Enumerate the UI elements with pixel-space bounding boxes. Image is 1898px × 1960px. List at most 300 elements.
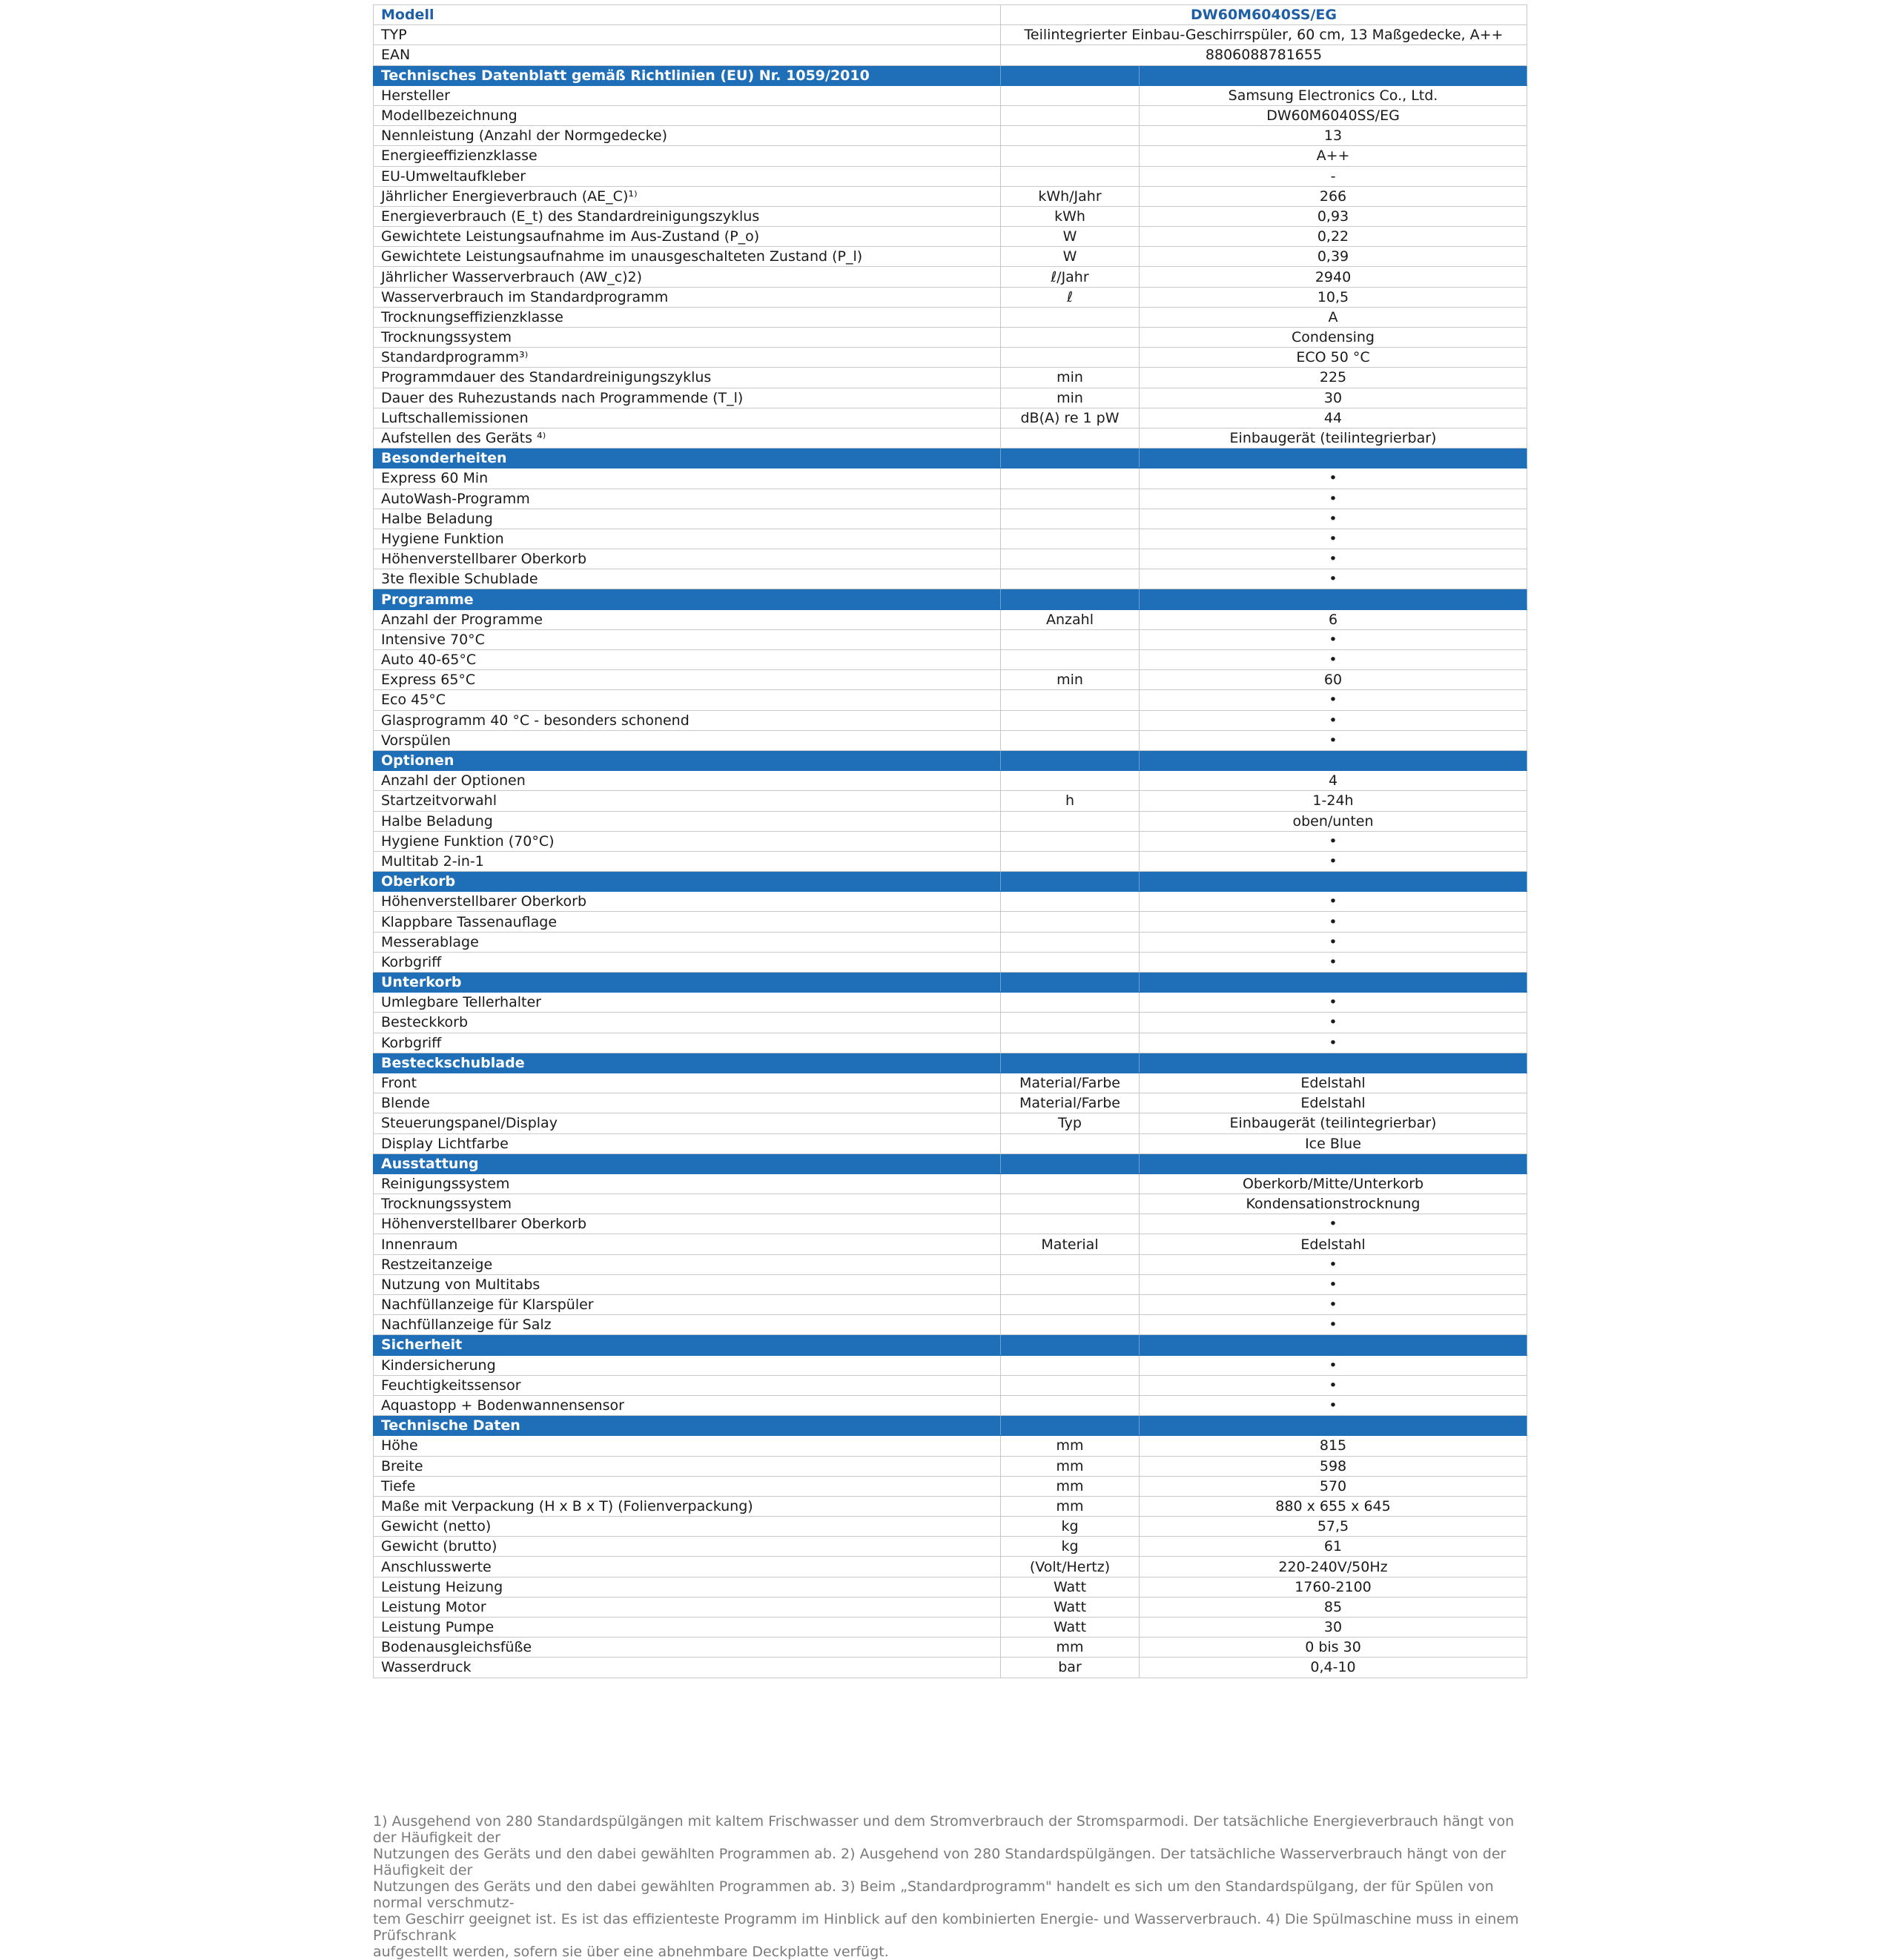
- spec-unit: [1001, 1133, 1140, 1153]
- ean-row: [374, 45, 1527, 65]
- spec-row: [374, 1113, 1527, 1133]
- spec-label: Anzahl der Optionen: [374, 771, 1001, 791]
- spec-value: •: [1140, 1033, 1527, 1053]
- spec-unit: [1001, 851, 1140, 871]
- spec-label: Restzeitanzeige: [374, 1254, 1001, 1274]
- spec-unit: [1001, 629, 1140, 649]
- spec-row: [374, 489, 1527, 509]
- spec-value: •: [1140, 952, 1527, 972]
- spec-value: 598: [1140, 1456, 1527, 1476]
- spec-value: •: [1140, 1375, 1527, 1395]
- spec-row: [374, 892, 1527, 912]
- spec-unit: kg: [1001, 1517, 1140, 1537]
- spec-label: Nutzung von Multitabs: [374, 1274, 1001, 1294]
- spec-value: Edelstahl: [1140, 1093, 1527, 1113]
- spec-row: [374, 287, 1527, 307]
- spec-row: [374, 569, 1527, 589]
- section-header-cell: [1140, 1053, 1527, 1073]
- spec-unit: [1001, 1315, 1140, 1335]
- spec-row: [374, 307, 1527, 327]
- spec-row: [374, 388, 1527, 408]
- spec-row: [374, 1133, 1527, 1153]
- spec-label: Aquastopp + Bodenwannensensor: [374, 1395, 1001, 1415]
- spec-row: [374, 227, 1527, 247]
- spec-row: [374, 993, 1527, 1013]
- spec-label: Höhenverstellbarer Oberkorb: [374, 549, 1001, 569]
- spec-value: 815: [1140, 1436, 1527, 1456]
- spec-value: •: [1140, 710, 1527, 730]
- spec-unit: [1001, 1375, 1140, 1395]
- section-header: [374, 750, 1527, 770]
- section-header-cell: [1001, 448, 1140, 469]
- spec-row: [374, 85, 1527, 105]
- spec-value: 0 bis 30: [1140, 1638, 1527, 1658]
- section-header-cell: [1140, 589, 1527, 609]
- spec-value: 44: [1140, 408, 1527, 428]
- spec-unit: kWh/Jahr: [1001, 186, 1140, 206]
- spec-row: [374, 690, 1527, 710]
- spec-unit: min: [1001, 368, 1140, 388]
- spec-value: •: [1140, 993, 1527, 1013]
- spec-label: Tiefe: [374, 1476, 1001, 1496]
- spec-unit: [1001, 1254, 1140, 1274]
- spec-value: 30: [1140, 388, 1527, 408]
- spec-value: Edelstahl: [1140, 1234, 1527, 1254]
- spec-row: [374, 1214, 1527, 1234]
- spec-value: •: [1140, 1254, 1527, 1274]
- spec-row: [374, 629, 1527, 649]
- spec-unit: [1001, 932, 1140, 952]
- section-header-cell: [1140, 1335, 1527, 1355]
- spec-row: [374, 1073, 1527, 1093]
- spec-row: [374, 1375, 1527, 1395]
- spec-value: •: [1140, 650, 1527, 670]
- spec-value: 13: [1140, 126, 1527, 146]
- spec-label: Jährlicher Energieverbrauch (AE_C)¹⁾: [374, 186, 1001, 206]
- spec-unit: [1001, 549, 1140, 569]
- spec-row: [374, 831, 1527, 851]
- spec-label: 3te flexible Schublade: [374, 569, 1001, 589]
- spec-unit: [1001, 307, 1140, 327]
- typ-value: Teilintegrierter Einbau-Geschirrspüler, 60 cm, 13 Maßgedecke, A++: [1001, 25, 1527, 45]
- spec-row: [374, 1315, 1527, 1335]
- spec-row: [374, 348, 1527, 368]
- spec-row: [374, 146, 1527, 166]
- spec-unit: [1001, 166, 1140, 186]
- spec-label: Dauer des Ruhezustands nach Programmende (T_l): [374, 388, 1001, 408]
- spec-label: EU-Umweltaufkleber: [374, 166, 1001, 186]
- spec-value: •: [1140, 932, 1527, 952]
- spec-value: •: [1140, 529, 1527, 549]
- spec-value: •: [1140, 549, 1527, 569]
- ean-label: EAN: [374, 45, 1001, 65]
- ean-value: 8806088781655: [1001, 45, 1527, 65]
- spec-label: Halbe Beladung: [374, 509, 1001, 529]
- spec-label: Hersteller: [374, 85, 1001, 105]
- spec-row: [374, 1355, 1527, 1375]
- spec-unit: min: [1001, 388, 1140, 408]
- spec-label: Gewichtete Leistungsaufnahme im Aus-Zustand (P_o): [374, 227, 1001, 247]
- spec-unit: [1001, 328, 1140, 348]
- spec-unit: [1001, 529, 1140, 549]
- spec-unit: ℓ: [1001, 287, 1140, 307]
- spec-value: 57,5: [1140, 1517, 1527, 1537]
- spec-label: Leistung Motor: [374, 1597, 1001, 1617]
- spec-unit: h: [1001, 791, 1140, 811]
- spec-unit: [1001, 509, 1140, 529]
- spec-unit: Watt: [1001, 1597, 1140, 1617]
- spec-label: AutoWash-Programm: [374, 489, 1001, 509]
- spec-unit: [1001, 105, 1140, 125]
- spec-value: 6: [1140, 609, 1527, 629]
- spec-unit: [1001, 1295, 1140, 1315]
- spec-label: Energieverbrauch (E_t) des Standardreinigungszyklus: [374, 206, 1001, 226]
- spec-label: Höhenverstellbarer Oberkorb: [374, 892, 1001, 912]
- spec-unit: [1001, 469, 1140, 489]
- spec-label: Multitab 2-in-1: [374, 851, 1001, 871]
- spec-row: [374, 1597, 1527, 1617]
- spec-label: Auto 40-65°C: [374, 650, 1001, 670]
- footnote-line: aufgestellt werden, sofern sie über eine abnehmbare Deckplatte verfügt.: [373, 1944, 889, 1960]
- section-header: [374, 1416, 1527, 1436]
- spec-value: Edelstahl: [1140, 1073, 1527, 1093]
- section-header: [374, 872, 1527, 892]
- section-header-cell: [1001, 589, 1140, 609]
- spec-value: •: [1140, 1315, 1527, 1335]
- footnote-line: 1) Ausgehend von 280 Standardspülgängen mit kaltem Frischwasser und dem Stromverbrauch der Stromsparmodi. Der tatsächliche Energieverbrauch hängt von der Häufigkeit der: [373, 1813, 1515, 1846]
- spec-unit: [1001, 146, 1140, 166]
- spec-row: [374, 1194, 1527, 1214]
- spec-row: [374, 509, 1527, 529]
- spec-value: 0,22: [1140, 227, 1527, 247]
- spec-row: [374, 1173, 1527, 1193]
- spec-value: A++: [1140, 146, 1527, 166]
- section-header-cell: [1140, 973, 1527, 993]
- spec-unit: [1001, 85, 1140, 105]
- spec-label: Steuerungspanel/Display: [374, 1113, 1001, 1133]
- spec-label: Blende: [374, 1093, 1001, 1113]
- spec-row: [374, 912, 1527, 932]
- spec-unit: [1001, 348, 1140, 368]
- spec-unit: Anzahl: [1001, 609, 1140, 629]
- section-header-cell: [1140, 448, 1527, 469]
- spec-unit: mm: [1001, 1456, 1140, 1476]
- spec-value: ECO 50 °C: [1140, 348, 1527, 368]
- section-header: [374, 448, 1527, 469]
- spec-unit: mm: [1001, 1436, 1140, 1456]
- spec-value: 4: [1140, 771, 1527, 791]
- section-header-cell: [1140, 872, 1527, 892]
- spec-label: Bodenausgleichsfüße: [374, 1638, 1001, 1658]
- section-title: Technisches Datenblatt gemäß Richtlinien (EU) Nr. 1059/2010: [374, 65, 1001, 85]
- section-title: Ausstattung: [374, 1153, 1001, 1173]
- spec-label: Klappbare Tassenauflage: [374, 912, 1001, 932]
- spec-row: [374, 952, 1527, 972]
- spec-label: Gewicht (netto): [374, 1517, 1001, 1537]
- spec-label: Anschlusswerte: [374, 1557, 1001, 1577]
- spec-label: Trocknungseffizienzklasse: [374, 307, 1001, 327]
- section-title: Unterkorb: [374, 973, 1001, 993]
- spec-unit: Material: [1001, 1234, 1140, 1254]
- section-header: [374, 1153, 1527, 1173]
- spec-row: [374, 650, 1527, 670]
- model-label: Modell: [374, 5, 1001, 25]
- spec-label: Innenraum: [374, 1234, 1001, 1254]
- section-header-cell: [1001, 750, 1140, 770]
- section-header-cell: [1001, 973, 1140, 993]
- spec-row: [374, 1658, 1527, 1678]
- spec-row: [374, 730, 1527, 750]
- spec-unit: Watt: [1001, 1618, 1140, 1638]
- spec-unit: bar: [1001, 1658, 1140, 1678]
- spec-unit: [1001, 1395, 1140, 1415]
- spec-value: •: [1140, 912, 1527, 932]
- spec-row: [374, 771, 1527, 791]
- spec-row: [374, 1254, 1527, 1274]
- spec-unit: [1001, 1355, 1140, 1375]
- section-header-cell: [1001, 1053, 1140, 1073]
- spec-row: [374, 1093, 1527, 1113]
- spec-value: -: [1140, 166, 1527, 186]
- spec-unit: W: [1001, 227, 1140, 247]
- spec-table-body: [374, 5, 1527, 1678]
- section-header-cell: [1140, 750, 1527, 770]
- spec-unit: [1001, 569, 1140, 589]
- footnote-line: Nutzungen des Geräts und den dabei gewählten Programmen ab. 3) Beim „Standardprogramm" handelt es sich um den Standardspülgang, der für Spülen von normal verschmutz-: [373, 1878, 1494, 1911]
- spec-row: [374, 166, 1527, 186]
- spec-label: Korbgriff: [374, 1033, 1001, 1053]
- spec-value: A: [1140, 307, 1527, 327]
- spec-row: [374, 1557, 1527, 1577]
- spec-value: 1-24h: [1140, 791, 1527, 811]
- spec-label: Leistung Heizung: [374, 1577, 1001, 1597]
- spec-row: [374, 1274, 1527, 1294]
- section-header-cell: [1001, 1335, 1140, 1355]
- spec-value: •: [1140, 1355, 1527, 1375]
- spec-value: •: [1140, 730, 1527, 750]
- spec-value: 2940: [1140, 267, 1527, 287]
- section-header: [374, 1053, 1527, 1073]
- footnote-line: Nutzungen des Geräts und den dabei gewählten Programmen ab. 2) Ausgehend von 280 Standardspülgängen. Der tatsächliche Wasserverbrauch hängt von der Häufigkeit der: [373, 1846, 1507, 1878]
- spec-row: [374, 105, 1527, 125]
- spec-value: •: [1140, 892, 1527, 912]
- section-title: Besteckschublade: [374, 1053, 1001, 1073]
- section-header-cell: [1140, 1416, 1527, 1436]
- spec-label: Luftschallemissionen: [374, 408, 1001, 428]
- spec-unit: kg: [1001, 1537, 1140, 1557]
- spec-label: Startzeitvorwahl: [374, 791, 1001, 811]
- model-value: DW60M6040SS/EG: [1001, 5, 1527, 25]
- spec-value: •: [1140, 1214, 1527, 1234]
- spec-value: •: [1140, 629, 1527, 649]
- spec-unit: [1001, 811, 1140, 831]
- spec-value: •: [1140, 1295, 1527, 1315]
- section-title: Sicherheit: [374, 1335, 1001, 1355]
- spec-label: Reinigungssystem: [374, 1173, 1001, 1193]
- spec-value: •: [1140, 1395, 1527, 1415]
- spec-row: [374, 1013, 1527, 1033]
- spec-value: 220-240V/50Hz: [1140, 1557, 1527, 1577]
- spec-unit: Watt: [1001, 1577, 1140, 1597]
- spec-value: 1760-2100: [1140, 1577, 1527, 1597]
- spec-label: Display Lichtfarbe: [374, 1133, 1001, 1153]
- section-title: Optionen: [374, 750, 1001, 770]
- spec-value: oben/unten: [1140, 811, 1527, 831]
- spec-label: Glasprogramm 40 °C - besonders schonend: [374, 710, 1001, 730]
- model-row: [374, 5, 1527, 25]
- spec-value: 225: [1140, 368, 1527, 388]
- spec-label: Standardprogramm³⁾: [374, 348, 1001, 368]
- spec-value: •: [1140, 1013, 1527, 1033]
- spec-unit: W: [1001, 247, 1140, 267]
- spec-label: Halbe Beladung: [374, 811, 1001, 831]
- spec-value: •: [1140, 509, 1527, 529]
- spec-value: Ice Blue: [1140, 1133, 1527, 1153]
- spec-label: Jährlicher Wasserverbrauch (AW_c)2): [374, 267, 1001, 287]
- spec-unit: [1001, 892, 1140, 912]
- spec-row: [374, 408, 1527, 428]
- section-header: [374, 589, 1527, 609]
- spec-row: [374, 932, 1527, 952]
- spec-value: •: [1140, 569, 1527, 589]
- spec-label: Maße mit Verpackung (H x B x T) (Folienverpackung): [374, 1496, 1001, 1516]
- section-header-cell: [1140, 1153, 1527, 1173]
- spec-unit: [1001, 993, 1140, 1013]
- spec-unit: [1001, 730, 1140, 750]
- spec-value: 85: [1140, 1597, 1527, 1617]
- spec-label: Front: [374, 1073, 1001, 1093]
- spec-unit: mm: [1001, 1638, 1140, 1658]
- spec-row: [374, 710, 1527, 730]
- section-title: Besonderheiten: [374, 448, 1001, 469]
- spec-unit: [1001, 952, 1140, 972]
- spec-unit: min: [1001, 670, 1140, 690]
- spec-value: •: [1140, 469, 1527, 489]
- section-title: Programme: [374, 589, 1001, 609]
- spec-row: [374, 1295, 1527, 1315]
- spec-label: Programmdauer des Standardreinigungszyklus: [374, 368, 1001, 388]
- spec-label: Energieeffizienzklasse: [374, 146, 1001, 166]
- spec-row: [374, 1496, 1527, 1516]
- spec-label: Wasserverbrauch im Standardprogramm: [374, 287, 1001, 307]
- spec-value: DW60M6040SS/EG: [1140, 105, 1527, 125]
- spec-unit: [1001, 831, 1140, 851]
- section-header-cell: [1001, 1153, 1140, 1173]
- spec-label: Aufstellen des Geräts ⁴⁾: [374, 428, 1001, 448]
- spec-value: 880 x 655 x 645: [1140, 1496, 1527, 1516]
- spec-row: [374, 186, 1527, 206]
- spec-label: Intensive 70°C: [374, 629, 1001, 649]
- spec-row: [374, 670, 1527, 690]
- spec-row: [374, 1618, 1527, 1638]
- section-header-cell: [1001, 1416, 1140, 1436]
- spec-value: •: [1140, 690, 1527, 710]
- spec-label: Vorspülen: [374, 730, 1001, 750]
- spec-value: •: [1140, 489, 1527, 509]
- spec-value: Samsung Electronics Co., Ltd.: [1140, 85, 1527, 105]
- spec-unit: mm: [1001, 1476, 1140, 1496]
- spec-row: [374, 267, 1527, 287]
- section-header-cell: [1001, 65, 1140, 85]
- spec-unit: [1001, 1013, 1140, 1033]
- spec-label: Modellbezeichnung: [374, 105, 1001, 125]
- spec-label: Nachfüllanzeige für Klarspüler: [374, 1295, 1001, 1315]
- spec-label: Kindersicherung: [374, 1355, 1001, 1375]
- spec-value: •: [1140, 831, 1527, 851]
- spec-row: [374, 1517, 1527, 1537]
- spec-row: [374, 609, 1527, 629]
- spec-row: [374, 126, 1527, 146]
- spec-unit: Material/Farbe: [1001, 1093, 1140, 1113]
- spec-label: Breite: [374, 1456, 1001, 1476]
- spec-value: Einbaugerät (teilintegrierbar): [1140, 1113, 1527, 1133]
- spec-label: Gewicht (brutto): [374, 1537, 1001, 1557]
- spec-label: Nachfüllanzeige für Salz: [374, 1315, 1001, 1335]
- typ-row: [374, 25, 1527, 45]
- spec-unit: [1001, 710, 1140, 730]
- spec-label: Express 65°C: [374, 670, 1001, 690]
- section-title: Oberkorb: [374, 872, 1001, 892]
- spec-label: Anzahl der Programme: [374, 609, 1001, 629]
- footnote: [373, 1813, 1527, 1960]
- spec-label: Wasserdruck: [374, 1658, 1001, 1678]
- spec-value: Einbaugerät (teilintegrierbar): [1140, 428, 1527, 448]
- spec-row: [374, 1476, 1527, 1496]
- spec-value: 0,39: [1140, 247, 1527, 267]
- spec-unit: [1001, 1173, 1140, 1193]
- spec-label: Trocknungssystem: [374, 328, 1001, 348]
- typ-label: TYP: [374, 25, 1001, 45]
- spec-label: Hygiene Funktion (70°C): [374, 831, 1001, 851]
- spec-unit: [1001, 912, 1140, 932]
- spec-unit: [1001, 771, 1140, 791]
- spec-row: [374, 1033, 1527, 1053]
- spec-row: [374, 1234, 1527, 1254]
- section-title: Technische Daten: [374, 1416, 1001, 1436]
- spec-label: Trocknungssystem: [374, 1194, 1001, 1214]
- spec-label: Express 60 Min: [374, 469, 1001, 489]
- section-header: [374, 973, 1527, 993]
- spec-row: [374, 851, 1527, 871]
- spec-row: [374, 1436, 1527, 1456]
- spec-sheet: [373, 4, 1527, 1678]
- spec-row: [374, 791, 1527, 811]
- spec-row: [374, 368, 1527, 388]
- spec-row: [374, 529, 1527, 549]
- spec-value: 266: [1140, 186, 1527, 206]
- spec-label: Messerablage: [374, 932, 1001, 952]
- spec-row: [374, 247, 1527, 267]
- section-header: [374, 1335, 1527, 1355]
- spec-value: 0,93: [1140, 206, 1527, 226]
- spec-unit: [1001, 690, 1140, 710]
- section-header: [374, 65, 1527, 85]
- spec-unit: Typ: [1001, 1113, 1140, 1133]
- spec-label: Umlegbare Tellerhalter: [374, 993, 1001, 1013]
- footnote-line: tem Geschirr geeignet ist. Es ist das effizienteste Programm im Hinblick auf den kombinierten Energie- und Wasserverbrauch. 4) Die Spülmaschine muss in einem Prüfschrank: [373, 1911, 1519, 1944]
- spec-row: [374, 811, 1527, 831]
- spec-label: Höhe: [374, 1436, 1001, 1456]
- spec-unit: [1001, 1214, 1140, 1234]
- spec-label: Höhenverstellbarer Oberkorb: [374, 1214, 1001, 1234]
- spec-unit: Material/Farbe: [1001, 1073, 1140, 1093]
- spec-row: [374, 328, 1527, 348]
- spec-label: Leistung Pumpe: [374, 1618, 1001, 1638]
- spec-label: Korbgriff: [374, 952, 1001, 972]
- spec-value: 570: [1140, 1476, 1527, 1496]
- spec-value: 0,4-10: [1140, 1658, 1527, 1678]
- spec-value: Oberkorb/Mitte/Unterkorb: [1140, 1173, 1527, 1193]
